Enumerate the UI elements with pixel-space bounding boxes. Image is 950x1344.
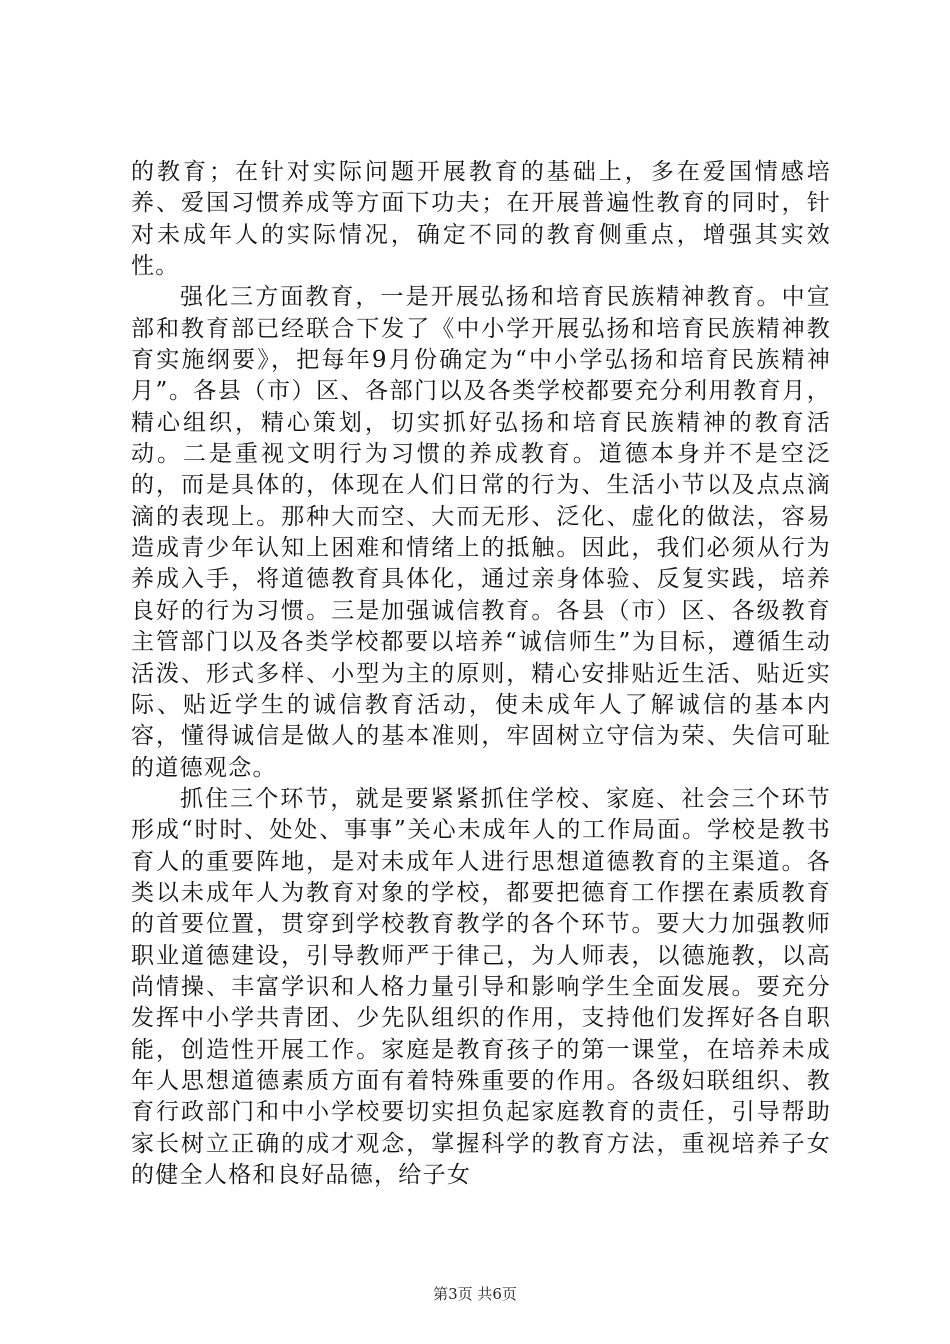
paragraph-three-aspects-education: 强化三方面教育，一是开展弘扬和培育民族精神教育。中宣部和教育部已经联合下发了《中小学开展弘扬和培育民族精神教育实施纲要》，把每年9月份确定为“中小学弘扬和培育民族精神月”。各县（市）区、各部门以及各类学校都要充分利用教育月，精心组织，精心策划，切实抓好弘扬和培育民族精神的教育活动。二是重视文明行为习惯的养成教育。道德本身并不是空泛的，而是具体的，体现在人们日常的行为、生活小节以及点点滴滴的表现上。那种大而空、大而无形、泛化、虚化的做法，容易造成青少年认知上困难和情绪上的抵触。因此，我们必须从行为养成入手，将道德教育具体化，通过亲身体验、反复实践，培养良好的行为习惯。三是加强诚信教育。各县（市）区、各级教育主管部门以及各类学校都要以培养“诚信师生”为目标，遵循生动活泼、形式多样、小型为主的原则，精心安排贴近生活、贴近实际、贴近学生的诚信教育活动，使未成年人了解诚信的基本内容，懂得诚信是做人的基本准则，牢固树立守信为荣、失信可耻的道德观念。 [131,284,831,781]
paragraph-continuation: 的教育；在针对实际问题开展教育的基础上，多在爱国情感培养、爱国习惯养成等方面下功夫；在开展普遍性教育的同时，针对未成年人的实际情况，确定不同的教育侧重点，增强其实效性。 [131,159,831,280]
document-body [131,157,831,1191]
page-number-footer: 第3页 共6页 [433,1285,517,1303]
paragraph-three-links: 抓住三个环节，就是要紧紧抓住学校、家庭、社会三个环节形成“时时、处处、事事”关心未成年人的工作局面。学校是教书育人的重要阵地，是对未成年人进行思想道德教育的主渠道。各类以未成年人为教育对象的学校，都要把德育工作摆在素质教育的首要位置，贯穿到学校教育教学的各个环节。要大力加强教师职业道德建设，引导教师严于律己，为人师表，以德施教，以高尚情操、丰富学识和人格力量引导和影响学生全面发展。要充分发挥中小学共青团、少先队组织的作用，支持他们发挥好各自职能，创造性开展工作。家庭是教育孩子的第一课堂，在培养未成年人思想道德素质方面有着特殊重要的作用。各级妇联组织、教育行政部门和中小学校要切实担负起家庭教育的责任，引导帮助家长树立正确的成才观念，掌握科学的教育方法，重视培养子女的健全人格和良好品德，给子女 [131,785,831,1188]
